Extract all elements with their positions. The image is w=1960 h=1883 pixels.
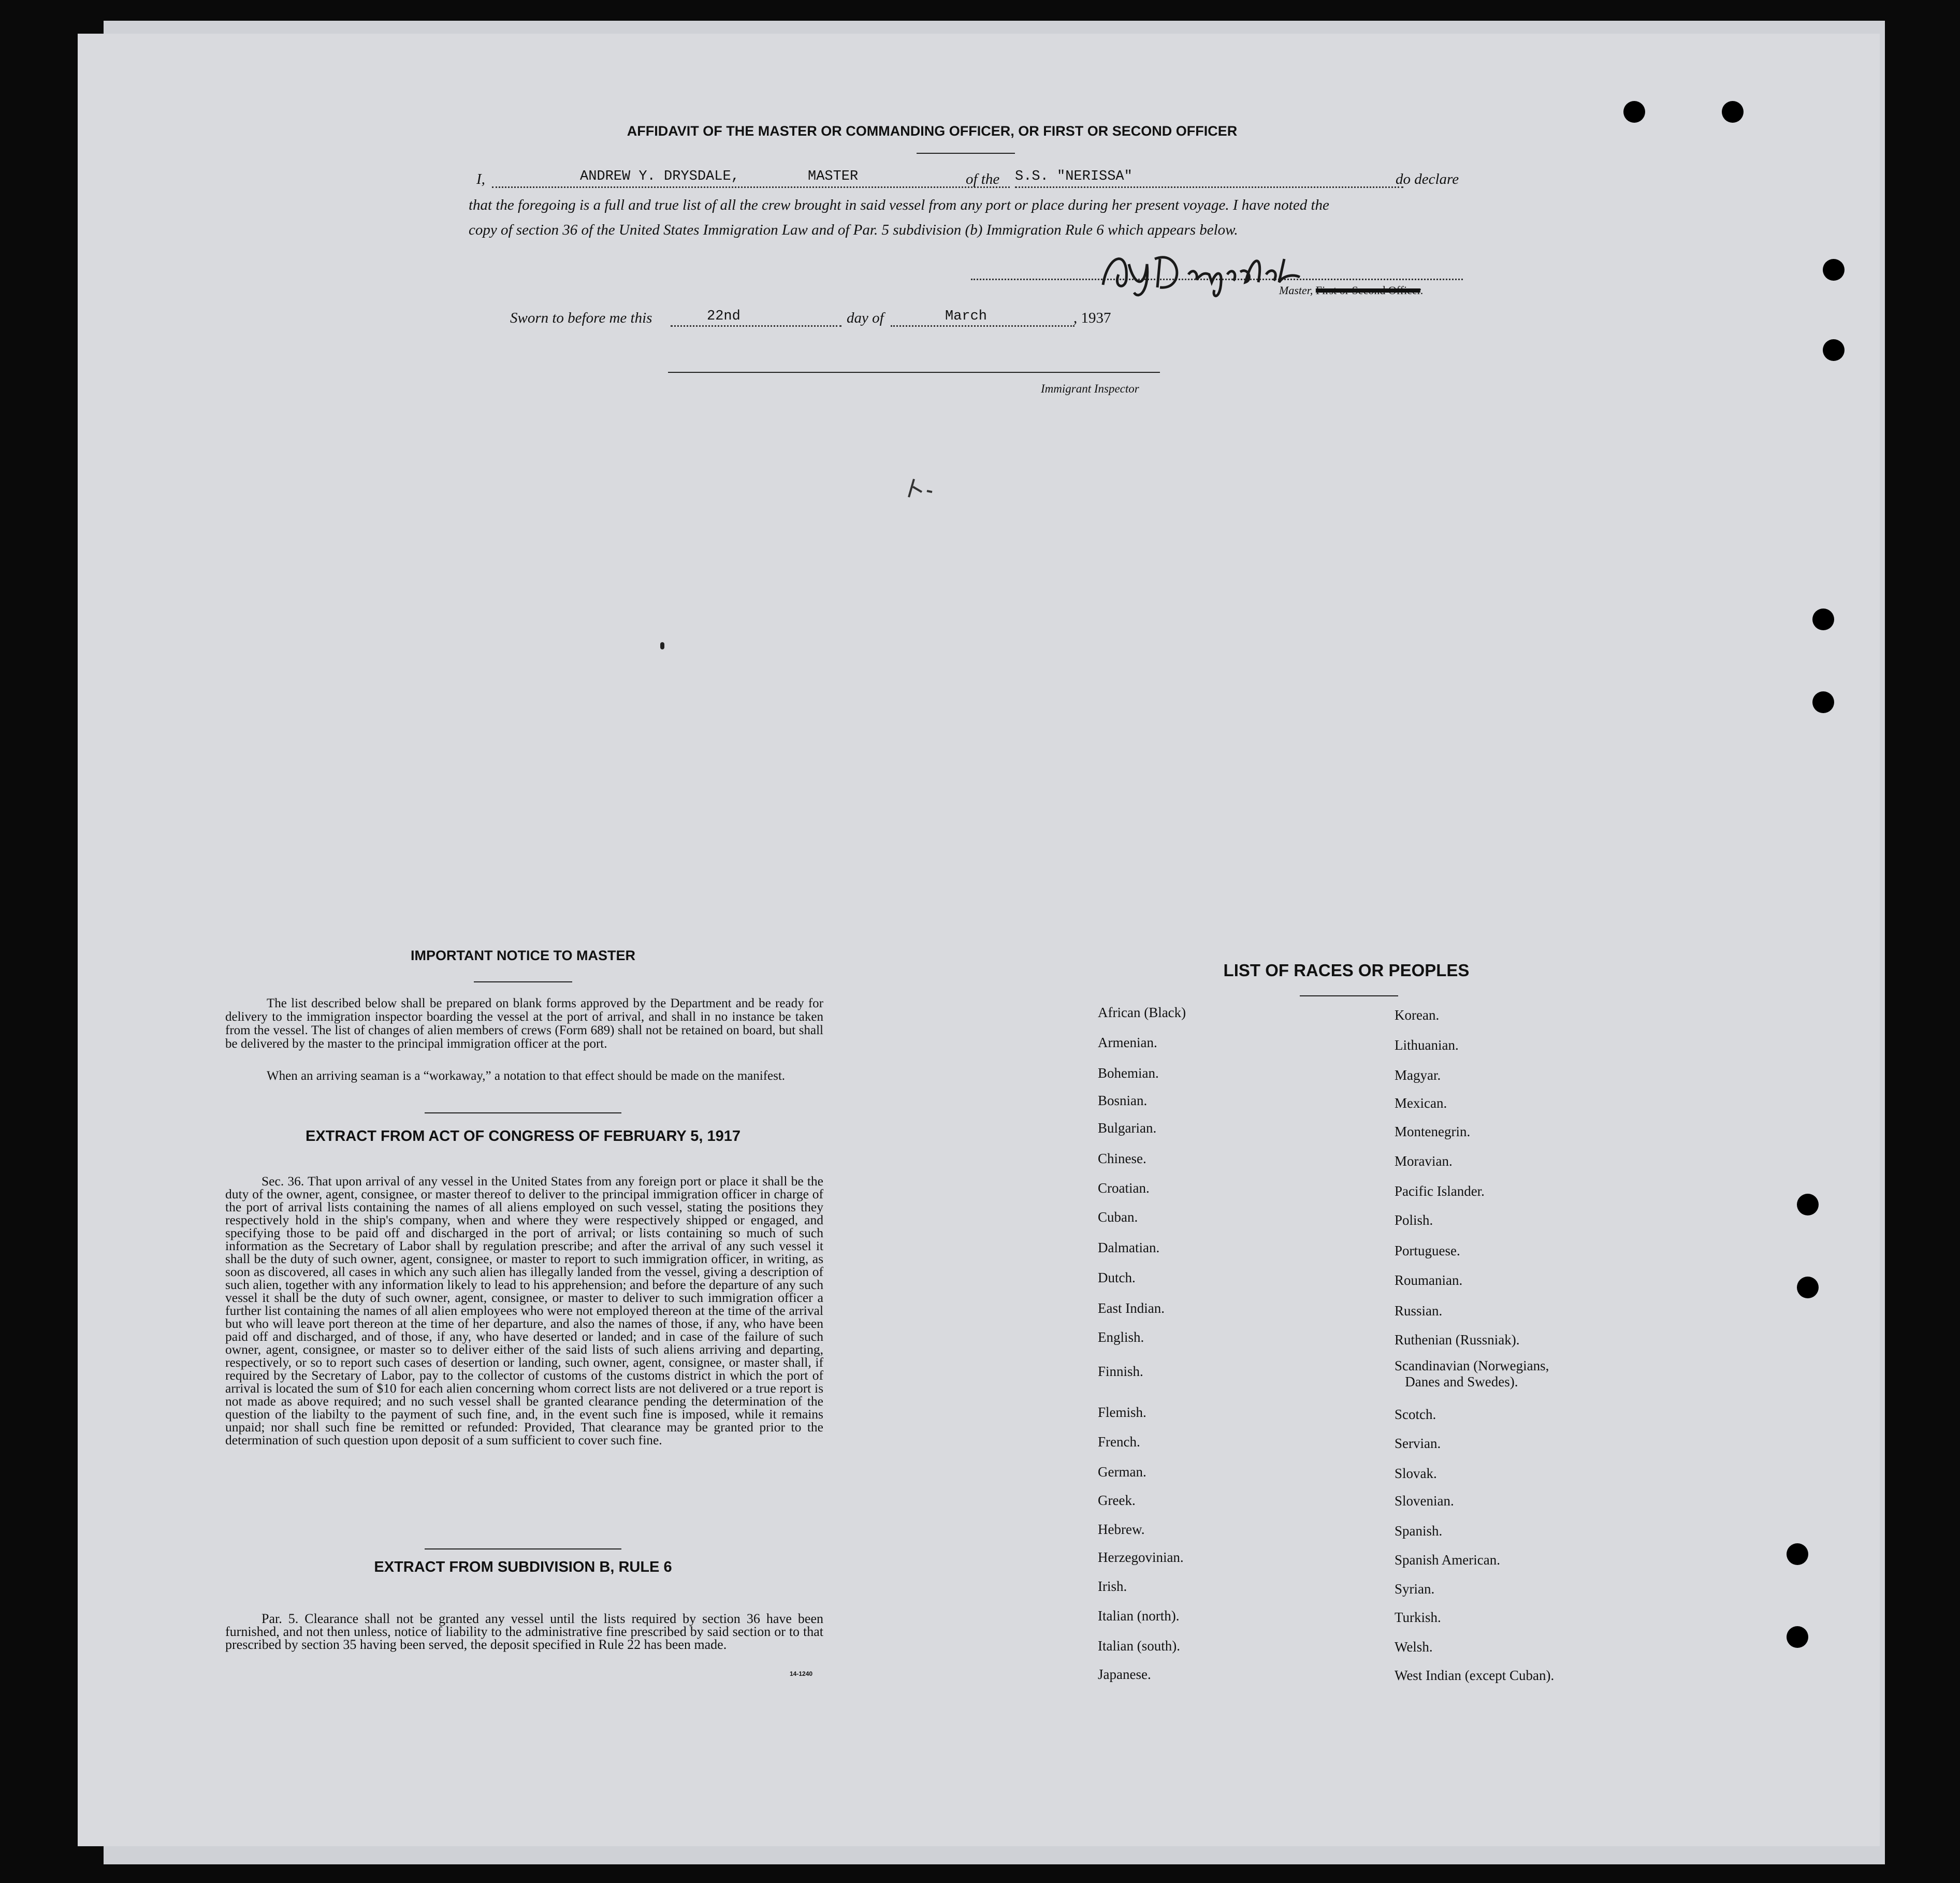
- race-right-item: Russian.: [1395, 1303, 1443, 1319]
- divider: [425, 1112, 621, 1113]
- punch-hole: [1823, 339, 1845, 361]
- race-left-item: German.: [1098, 1464, 1146, 1480]
- divider: [425, 1548, 621, 1549]
- race-right-item: Pacific Islander.: [1395, 1183, 1485, 1199]
- race-right-item: Scotch.: [1395, 1407, 1436, 1422]
- master-title: Master, First or Second Officer.: [1279, 284, 1424, 297]
- race-left-item: Armenian.: [1098, 1035, 1157, 1050]
- struck-officer-label: First or Second Officer: [1315, 284, 1420, 297]
- race-left-item: Bulgarian.: [1098, 1120, 1157, 1136]
- day-of-label: day of: [847, 310, 884, 326]
- ink-speck: [660, 642, 664, 649]
- race-right-item: Slovenian.: [1395, 1493, 1454, 1509]
- race-left-item: Croatian.: [1098, 1180, 1150, 1196]
- affidavit-title: AFFIDAVIT OF THE MASTER OR COMMANDING OFFICER, OR FIRST OR SECOND OFFICER: [627, 123, 1238, 139]
- race-left-item: Italian (south).: [1098, 1638, 1180, 1654]
- divider: [474, 981, 572, 982]
- race-right-item: Portuguese.: [1395, 1243, 1460, 1258]
- day-line: [671, 325, 841, 327]
- race-left-item: Irish.: [1098, 1578, 1127, 1594]
- race-right-item: Scandinavian (Norwegians, Danes and Swedes).: [1395, 1358, 1549, 1389]
- races-title: LIST OF RACES OR PEOPLES: [1223, 961, 1470, 980]
- punch-hole: [1823, 259, 1845, 281]
- vessel-name: S.S. "NERISSA": [1015, 169, 1133, 184]
- race-left-item: Herzegovinian.: [1098, 1549, 1184, 1565]
- race-right-item: Korean.: [1395, 1007, 1440, 1023]
- punch-hole: [1812, 691, 1834, 713]
- notice-title: IMPORTANT NOTICE TO MASTER: [411, 948, 635, 963]
- inspector-label: Immigrant Inspector: [1041, 382, 1139, 395]
- race-left-item: Cuban.: [1098, 1209, 1138, 1225]
- race-right-item: Turkish.: [1395, 1610, 1441, 1625]
- punch-hole: [1812, 609, 1834, 630]
- race-left-item: Dutch.: [1098, 1270, 1136, 1285]
- notice-para-2: When an arriving seaman is a “workaway,” a notation to that effect should be made on the manifest.: [267, 1069, 786, 1083]
- race-left-item: Hebrew.: [1098, 1522, 1145, 1537]
- affidavit-line3: copy of section 36 of the United States Immigration Law and of Par. 5 subdivision (b) Immigration Rule 6 which appears below.: [469, 222, 1238, 238]
- race-right-item: Polish.: [1395, 1212, 1433, 1228]
- sworn-line: [510, 310, 1131, 330]
- sworn-year: , 1937: [1073, 310, 1111, 326]
- punch-hole: [1787, 1543, 1808, 1565]
- race-right-item: Lithuanian.: [1395, 1037, 1459, 1053]
- notice-para-1: The list described below shall be prepared on blank forms approved by the Department and be ready for delivery to the immigration inspector boarding the vessel at the port of arrival, and shall in no instance be taken from the vessel. The list of changes of alien members of crews (Form 689) shall not be retained on board, but shall be delivered by the master to the principal immigration officer at the port.: [225, 996, 823, 1051]
- form-number: 14-1240: [790, 1670, 813, 1677]
- race-left-item: Flemish.: [1098, 1404, 1146, 1420]
- act-text: Sec. 36. That upon arrival of any vessel in the United States from any foreign port or place it shall be the duty of the owner, agent, consignee, or master thereof to deliver to the principal immigration officer in charge of the port of arrival lists containing the names of all aliens employed on such vessel, stating the positions they respectively hold in the ship's company, when and where they were respectively shipped or engaged, and specifying those to be paid off and discharged in the port of arrival; or lists containing so much of such information as the Secretary of Labor shall by regulation prescribe; and after the arrival of any such vessel it shall be the duty of such owner, agent, consignee, or master to report to such immigration officer, in writing, as soon as discovered, all cases in which any such alien has illegally landed from the vessel, giving a description of such alien, together with any information likely to lead to his apprehension; and before the departure of any such vessel it shall be the duty of such owner, agent, consignee, or master to deliver to such immigration officer a further list containing the names of all alien employees who were not employed thereon at the time of the arrival but who will leave port thereon at the time of her departure, and also the names of those, if any, who have been paid off and discharged, and of those, if any, who have deserted or landed; and in case of the failure of such owner, agent, consignee, or master so to deliver either of the said lists of such aliens arriving and departing, respectively, or so to report such cases of desertion or landing, such owner, agent, consignee, or master shall, if required by the Secretary of Labor, pay to the collector of customs of the customs district in which the port of arrival is located the sum of $10 for each alien concerning whom correct lists are not delivered or a true report is not made as above required; and no such vessel shall be granted clearance pending the determination of the question of the liabilty to the payment of such fine, and, in the event such fine is imposed, while it remains unpaid; nor shall such fine be remitted or refunded: Provided, That clearance may be granted prior to the determination of such question upon deposit of a sum sufficient to cover such fine.: [225, 1174, 823, 1447]
- affidavit-line2: that the foregoing is a full and true list of all the crew brought in said vessel from any port or place during her present voyage. I have noted the: [469, 197, 1329, 213]
- race-right-item: Spanish American.: [1395, 1552, 1500, 1568]
- race-right-item: Ruthenian (Russniak).: [1395, 1332, 1520, 1348]
- master-name: ANDREW Y. DRYSDALE,: [580, 169, 739, 184]
- race-left-item: Dalmatian.: [1098, 1240, 1160, 1255]
- race-left-item: Bosnian.: [1098, 1093, 1148, 1108]
- race-right-item: West Indian (except Cuban).: [1395, 1668, 1555, 1683]
- punch-hole: [1797, 1277, 1819, 1298]
- sworn-label: Sworn to before me this: [510, 310, 652, 326]
- vessel-line: [1015, 186, 1403, 188]
- i-label: I,: [476, 171, 485, 187]
- race-right-item: Welsh.: [1395, 1639, 1433, 1655]
- race-right-item: Slovak.: [1395, 1466, 1437, 1481]
- race-right-item: Syrian.: [1395, 1581, 1435, 1597]
- rule-text: Par. 5. Clearance shall not be granted any vessel until the lists required by section 36 have been furnished, and not then unless, notice of liability to the administrative fine prescribed by said section or to that prescribed by section 35 having been served, the deposit specified in Rule 22 has been made.: [225, 1611, 823, 1652]
- month-line: [891, 325, 1075, 327]
- race-left-item: East Indian.: [1098, 1300, 1165, 1316]
- rule-title: EXTRACT FROM SUBDIVISION B, RULE 6: [374, 1559, 672, 1575]
- pencil-mark: [904, 476, 940, 505]
- race-left-item: Italian (north).: [1098, 1608, 1180, 1624]
- sworn-day: 22nd: [707, 309, 741, 324]
- race-right-item: Spanish.: [1395, 1523, 1443, 1539]
- race-left-item: Japanese.: [1098, 1667, 1151, 1682]
- race-right-item: Servian.: [1395, 1436, 1441, 1451]
- punch-hole: [1722, 101, 1744, 123]
- race-left-item: African (Black): [1098, 1005, 1186, 1020]
- act-title: EXTRACT FROM ACT OF CONGRESS OF FEBRUARY 5, 1917: [305, 1128, 741, 1145]
- master-label: Master,: [1279, 284, 1313, 297]
- race-left-item: Finnish.: [1098, 1364, 1143, 1379]
- punch-hole: [1787, 1626, 1808, 1648]
- race-left-item: Greek.: [1098, 1493, 1136, 1508]
- do-declare: do declare: [1396, 171, 1459, 187]
- race-left-item: French.: [1098, 1434, 1140, 1450]
- name-line: [492, 186, 1010, 188]
- affidavit-line1: [476, 171, 1465, 190]
- punch-hole: [1797, 1194, 1819, 1215]
- race-left-item: Bohemian.: [1098, 1065, 1159, 1081]
- of-the-label: of the: [966, 171, 1000, 187]
- race-right-item: Montenegrin.: [1395, 1124, 1471, 1139]
- divider: [1300, 995, 1398, 996]
- race-right-item: Mexican.: [1395, 1095, 1447, 1111]
- master-rank: MASTER: [808, 169, 859, 184]
- race-left-item: Chinese.: [1098, 1151, 1146, 1166]
- inspector-signature-line: [668, 372, 1160, 373]
- divider: [917, 153, 1015, 154]
- race-right-item: Moravian.: [1395, 1153, 1453, 1169]
- race-right-item: Magyar.: [1395, 1067, 1441, 1083]
- race-left-item: English.: [1098, 1329, 1144, 1345]
- punch-hole: [1623, 101, 1645, 123]
- sworn-month: March: [945, 309, 988, 324]
- race-right-item: Roumanian.: [1395, 1272, 1463, 1288]
